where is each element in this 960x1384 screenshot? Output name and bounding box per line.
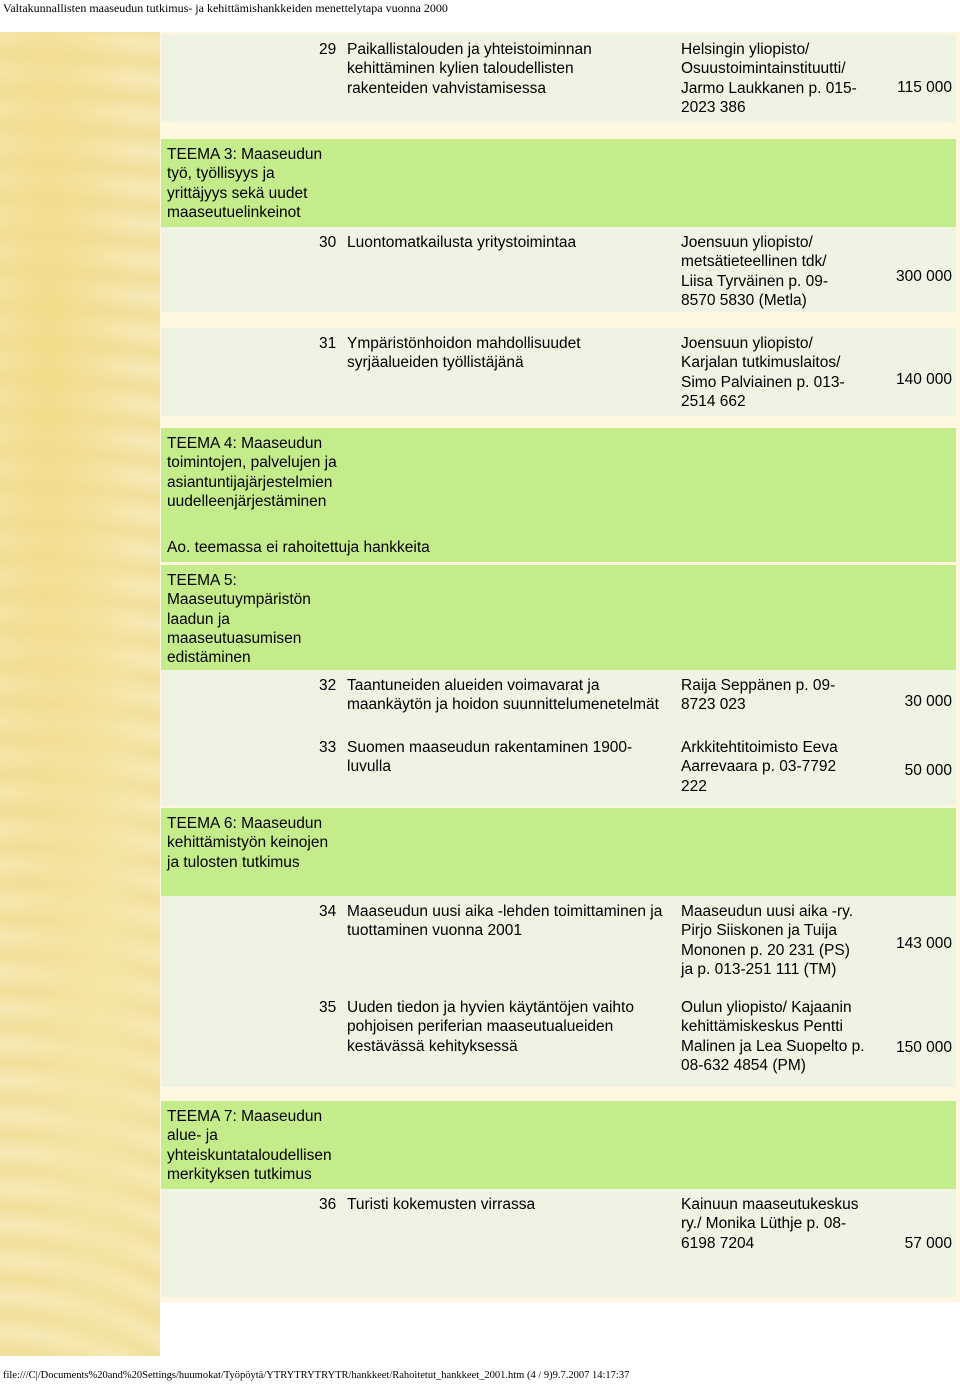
decorative-background <box>0 32 160 1356</box>
table-row <box>161 670 956 728</box>
table-row <box>161 227 956 312</box>
project-organization: Maaseudun uusi aika -ry. Pirjo Siiskonen ja Tuija Mononen p. 20 231 (PS) ja p. 013-251 111 (TM) <box>681 903 854 978</box>
project-title: Paikallistalouden ja yhteistoiminnan kehittäminen kylien taloudellisten rakenteiden vahvistamisessa <box>347 41 592 97</box>
project-title: Taantuneiden alueiden voimavarat ja maankäytön ja hoidon suunnittelumenetelmät <box>347 677 659 714</box>
project-amount: 300 000 <box>895 268 952 285</box>
theme-header <box>161 428 956 562</box>
project-amount: 140 000 <box>895 371 952 388</box>
project-amount: 115 000 <box>897 79 952 96</box>
table-row <box>161 328 956 416</box>
project-title: Suomen maaseudun rakentaminen 1900-luvulla <box>347 739 633 776</box>
table-row <box>161 992 956 1087</box>
page-footer: file:///C|/Documents%20and%20Settings/huumokat/Työpöytä/YTRYTRYTRYTR/hankkeet/Rahoitetut_hankkeet_2001.htm (4 / 9)9.7.2007 14:17:37 <box>3 1370 630 1381</box>
theme-label: TEEMA 6: Maaseudun kehittämistyön keinojen ja tulosten tutkimus <box>167 815 329 871</box>
project-organization: Joensuun yliopisto/ Karjalan tutkimuslaitos/ Simo Palviainen p. 013-2514 662 <box>681 335 845 410</box>
project-number: 30 <box>319 234 337 251</box>
project-title: Maaseudun uusi aika -lehden toimittaminen ja tuottaminen vuonna 2001 <box>347 903 663 940</box>
table-row <box>161 728 956 806</box>
project-amount: 57 000 <box>904 1235 952 1252</box>
project-amount: 30 000 <box>904 693 952 710</box>
project-organization: Helsingin yliopisto/ Osuustoimintainstituutti/ Jarmo Laukkanen p. 015-2023 386 <box>681 41 857 116</box>
project-amount: 50 000 <box>904 762 952 779</box>
theme-note: Ao. teemassa ei rahoitettuja hankkeita <box>167 539 430 556</box>
theme-label: TEEMA 3: Maaseudun työ, työllisyys ja yrittäjyys sekä uudet maaseutuelinkeinot <box>167 146 323 221</box>
theme-label: TEEMA 7: Maaseudun alue- ja yhteiskuntataloudellisen merkityksen tutkimus <box>167 1108 332 1183</box>
table-row <box>161 896 956 992</box>
project-number: 36 <box>319 1196 337 1213</box>
project-organization: Oulun yliopisto/ Kajaanin kehittämiskeskus Pentti Malinen ja Lea Suopelto p. 08-632 4854 (PM) <box>681 999 865 1074</box>
table-row <box>161 34 956 122</box>
theme-header <box>161 139 956 227</box>
project-organization: Raija Seppänen p. 09-8723 023 <box>681 677 836 714</box>
project-organization: Kainuun maaseutukeskus ry./ Monika Lüthje p. 08-6198 7204 <box>681 1196 859 1252</box>
project-organization: Joensuun yliopisto/ metsätieteellinen tdk/ Liisa Tyrväinen p. 09-8570 5830 (Metla) <box>681 234 829 309</box>
theme-header <box>161 565 956 670</box>
project-amount: 150 000 <box>895 1039 952 1056</box>
project-title: Ympäristönhoidon mahdollisuudet syrjäalueiden työllistäjänä <box>347 335 581 372</box>
theme-header <box>161 808 956 896</box>
project-number: 34 <box>319 903 337 920</box>
table-row <box>161 1189 956 1297</box>
project-number: 32 <box>319 677 337 694</box>
project-number: 29 <box>319 41 337 58</box>
project-title: Uuden tiedon ja hyvien käytäntöjen vaihto pohjoisen periferian maaseutualueiden kestävässä kehityksessä <box>347 999 634 1055</box>
page-header: Valtakunnallisten maaseudun tutkimus- ja kehittämishankkeiden menettelytapa vuonna 2000 <box>3 1 448 15</box>
project-title: Luontomatkailusta yritystoimintaa <box>347 234 577 251</box>
theme-label: TEEMA 5: Maaseutuympäristön laadun ja maaseutuasumisen edistäminen <box>167 572 311 667</box>
project-number: 33 <box>319 739 337 756</box>
project-amount: 143 000 <box>895 935 952 952</box>
project-number: 35 <box>319 999 337 1016</box>
theme-header <box>161 1101 956 1189</box>
theme-label: TEEMA 4: Maaseudun toimintojen, palvelujen ja asiantuntijajärjestelmien uudelleenjärjestäminen <box>167 435 337 510</box>
project-number: 31 <box>319 335 337 352</box>
project-organization: Arkkitehtitoimisto Eeva Aarrevaara p. 03-7792 222 <box>681 739 838 795</box>
project-title: Turisti kokemusten virrassa <box>347 1196 536 1213</box>
